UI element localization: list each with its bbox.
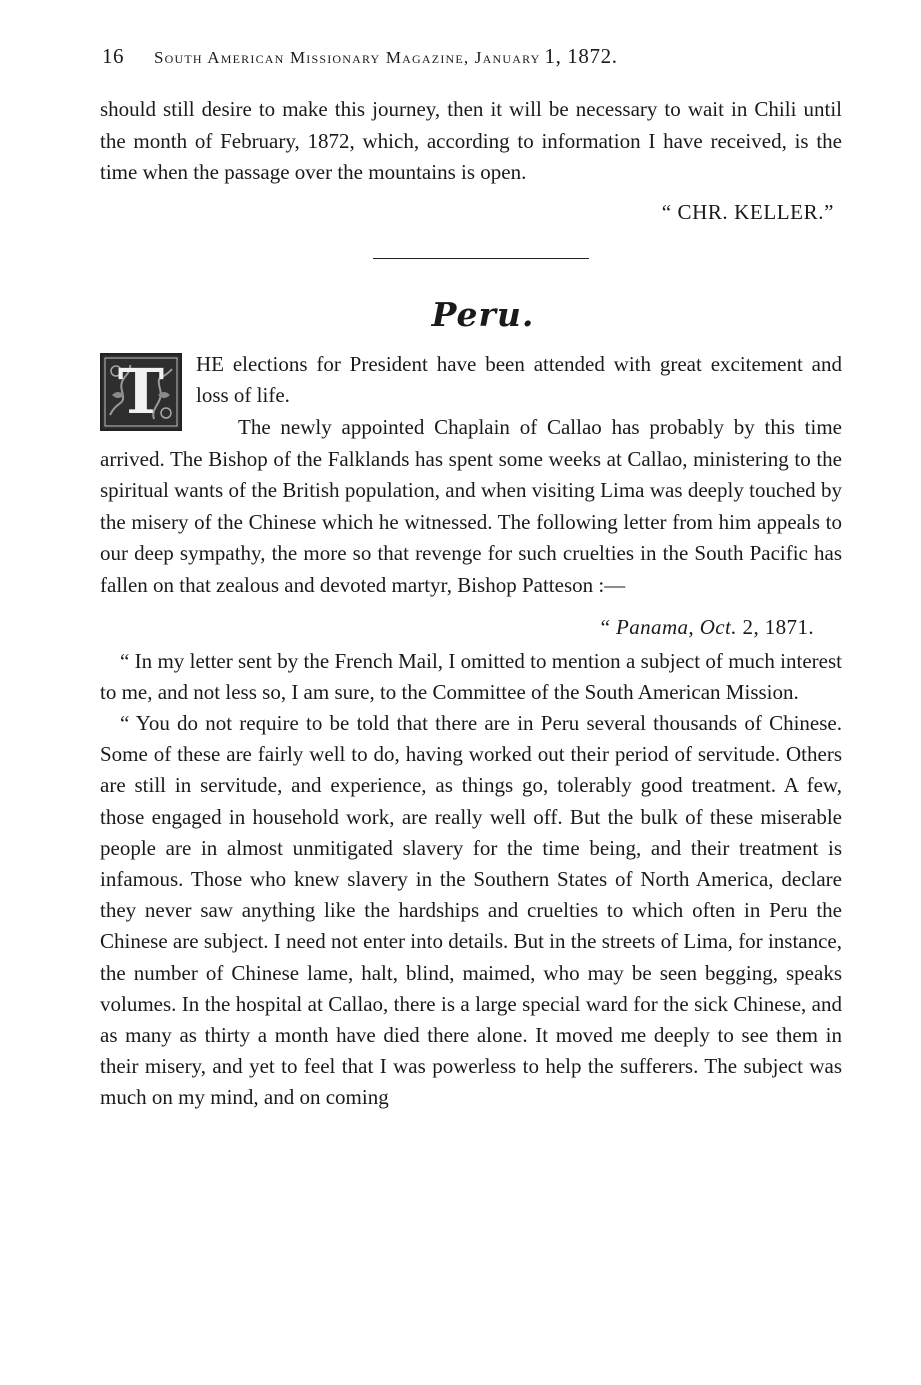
dateline-open-quote: “: [600, 614, 617, 639]
letter-paragraph: “ In my letter sent by the French Mail, I omitted to mention a subject of much interest to me, and not less so, I am sure, to the Committee of the South American Mission.: [100, 648, 842, 704]
letter-paragraph: “ You do not require to be told that there are in Peru several thousands of Chinese. Some of these are fairly well to do, having worked out their period of servitude. Others are still in servitude, and experience, as things go, tolerably good treatment. A few, those engaged in household work, are really well off. But the bulk of these miserable people are in almost unmitigated slavery for the time being, and their treatment is infamous. Those who knew slavery in the Southern States of North America, declare they never saw anything like the hardships and cruelties to which often in Peru the Chinese are subject. I need not enter into details. But in the streets of Lima, for instance, the number of Chinese lame, halt, blind, maimed, who may be seen begging, speaks volumes. In the hospital at Callao, there is a large special ward for the sick Chinese, and as many as thirty a month have died there alone. It moved me deeply to see them in their misery, and yet to feel that I was powerless to help the sufferers. The subject was much on my mind, and on coming: [100, 710, 842, 1110]
letter-dateline: [100, 612, 842, 642]
signature: “ CHR. KELLER.”: [661, 199, 834, 224]
running-title: South American Missionary Magazine, January: [154, 48, 541, 67]
dateline-place: Panama, Oct.: [616, 614, 737, 639]
magazine-page: [100, 44, 842, 1114]
running-header: [100, 44, 842, 80]
ornamental-drop-cap: [100, 353, 182, 431]
section-body: [100, 349, 842, 602]
section-second-paragraph: The newly appointed Chaplain of Callao has probably by this time arrived. The Bishop of the Falklands has spent some weeks at Callao, ministering to the spiritual wants of the British population, and when visiting Lima was deeply touched by the misery of the Chinese which he witnessed. The following letter from him appeals to our deep sympathy, the more so that revenge for such cruelties in the South Pacific has fallen on that zealous and devoted martyr, Bishop Patteson :—: [100, 414, 842, 597]
drop-cap-letter: T: [117, 354, 165, 428]
section-divider: [373, 258, 589, 259]
section-first-paragraph: HE elections for President have been attended with great excitement and loss of life.: [196, 351, 842, 408]
page-number: 16: [102, 44, 124, 68]
dateline-date: 2, 1871.: [736, 614, 814, 639]
section-heading: Peru.: [431, 294, 535, 334]
running-date: 1, 1872.: [544, 44, 618, 68]
continuation-paragraph: should still desire to make this journey, then it will be necessary to wait in Chili until the month of February, 1872, which, according to information I have received, is the time when the passage over the mountains is open.: [100, 97, 842, 185]
